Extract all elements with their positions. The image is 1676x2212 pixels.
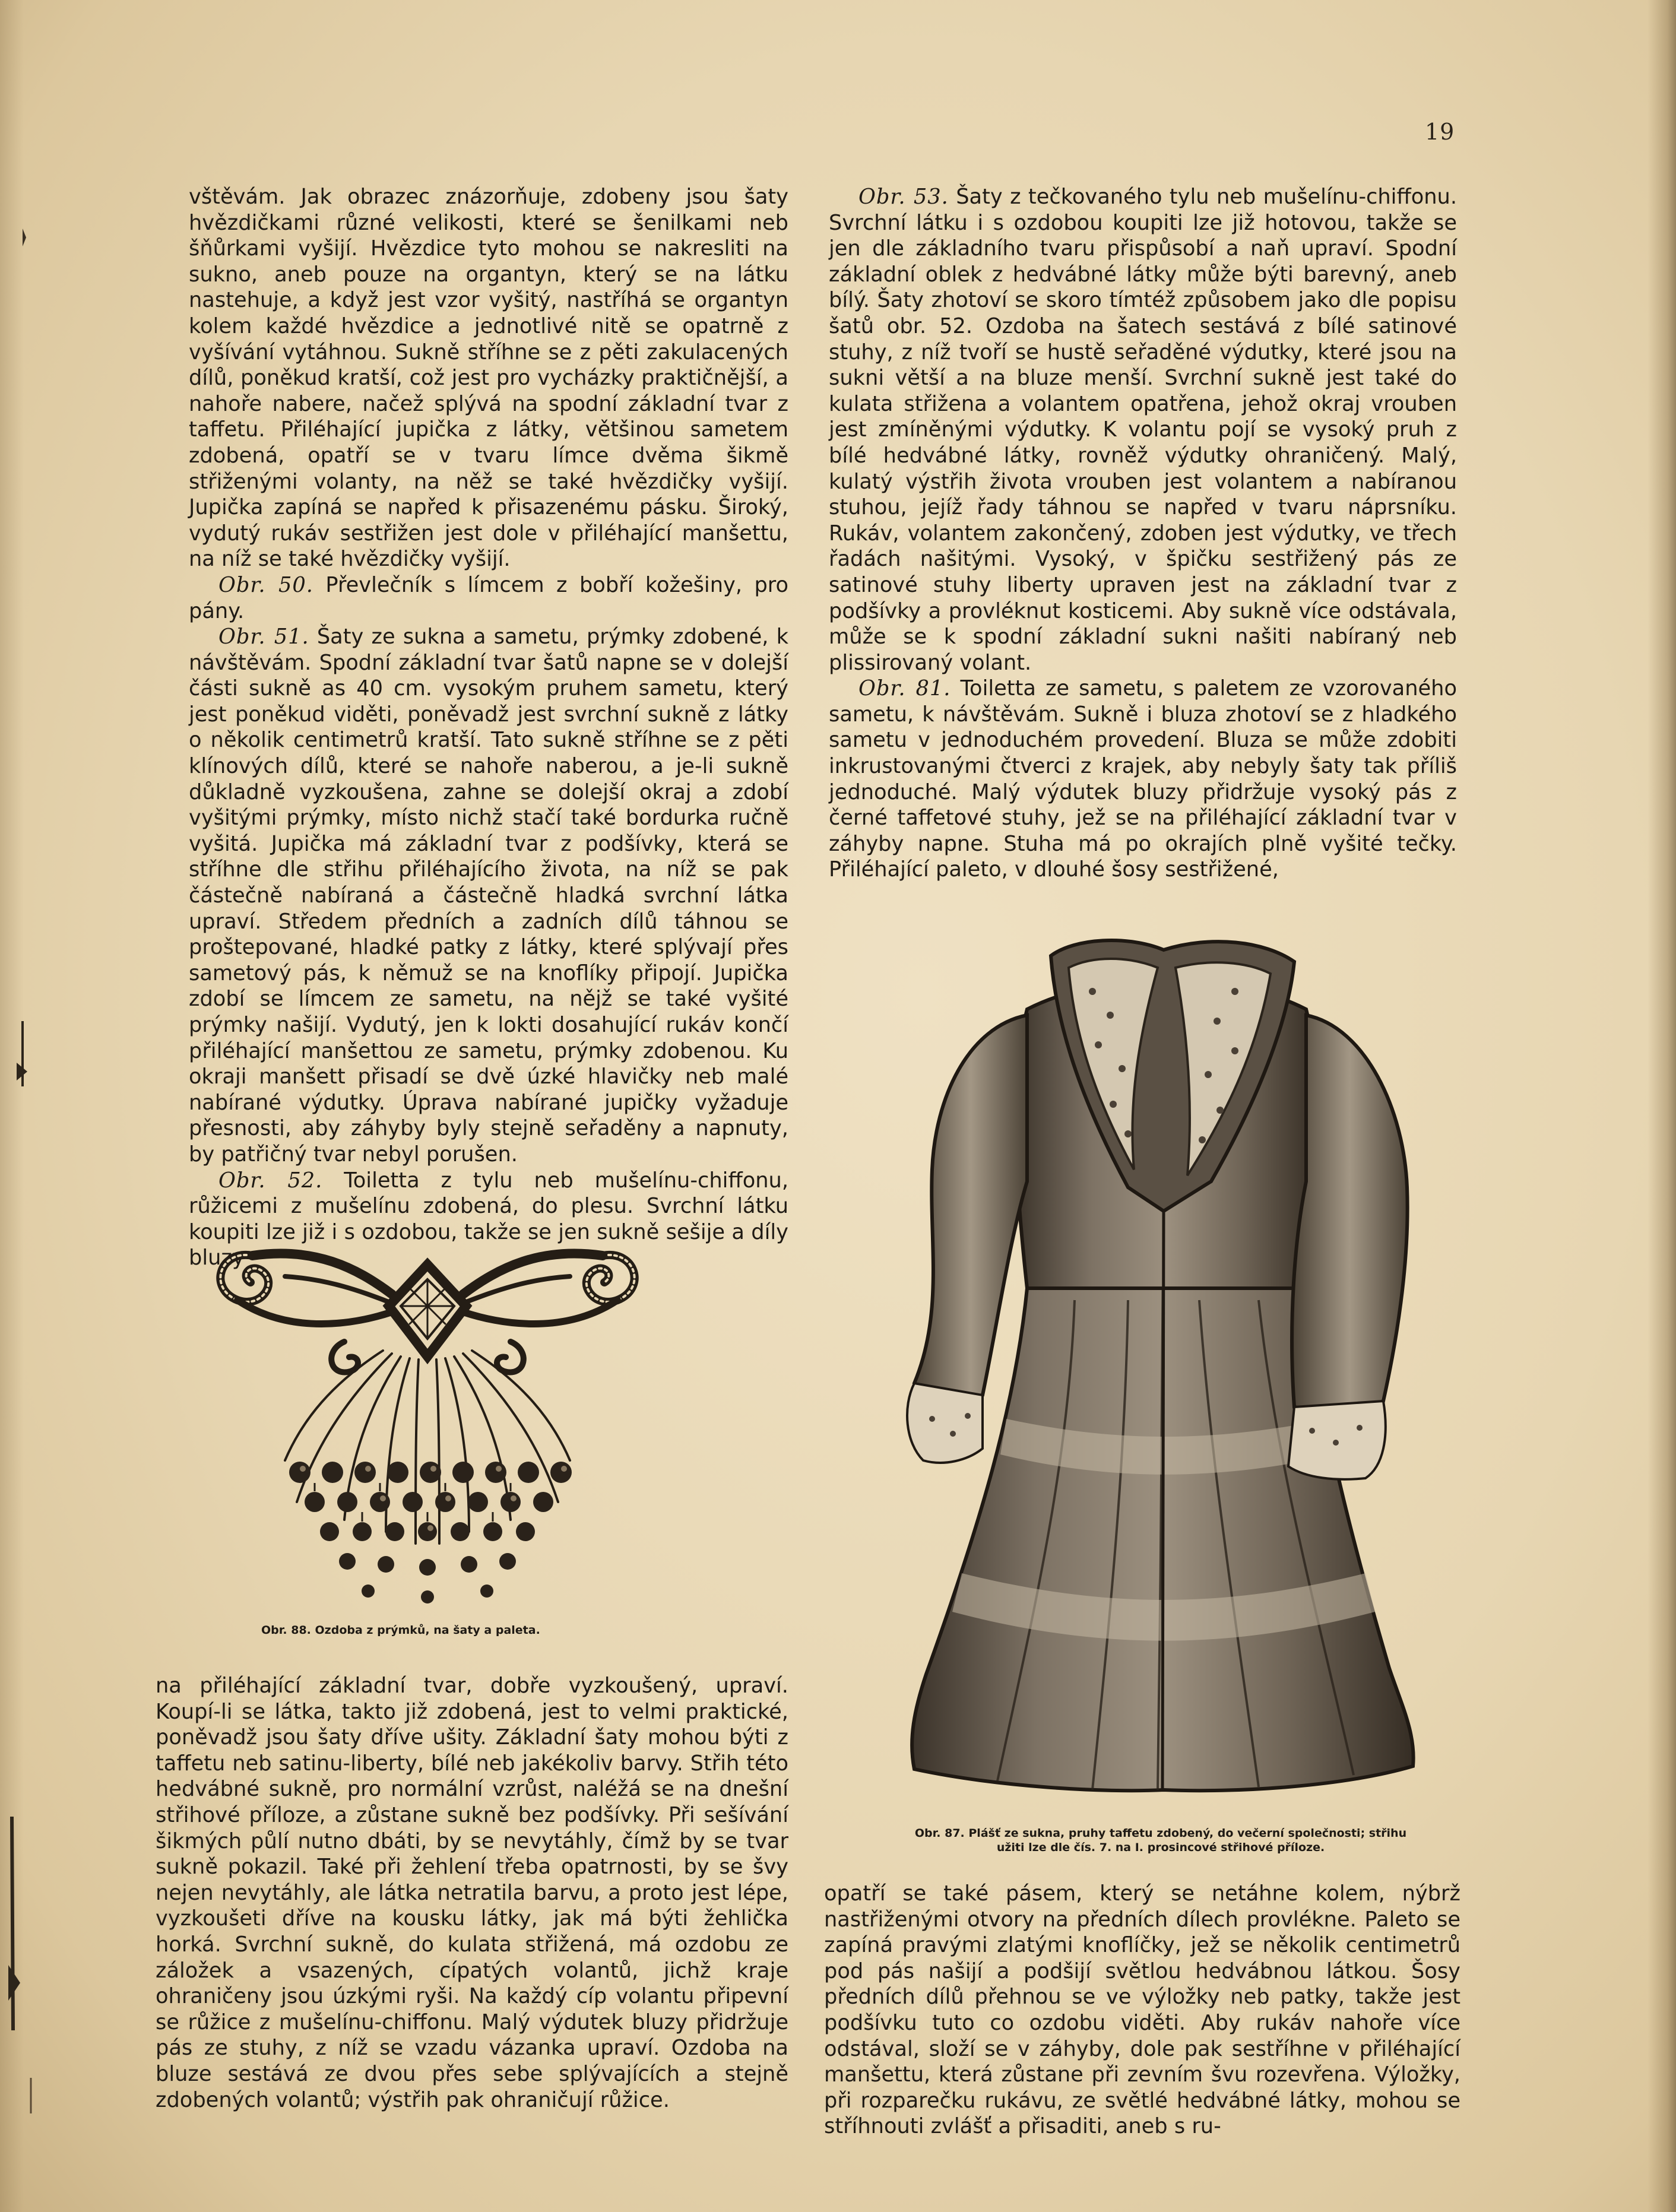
left-column-bottom	[156, 1673, 788, 2113]
coat-illustration	[879, 932, 1449, 1805]
figure-reference: Obr. 53.	[858, 185, 949, 209]
page-edge-right	[1648, 0, 1676, 2212]
paragraph-continued: opatří se také pásem, který se netáhne kolem, nýbrž nastřiženými otvory na předních dílech provlékne. Paleto se zapíná pravými zlatými knoflíčky, jež se několik centimetrů pod pás našijí a podšijí světlou hedvábnou látkou. Šosy předních dílů přehnou se ve výložky neb patky, takže jest podšívku tuto co ozdobu viděti. Aby rukáv nahoře více odstával, složí se v záhyby, dole pak sestříhne v přiléhající manšettu, která zůstane při zevním švu rozevřena. Výložky, při rozparečku rukávu, ze světlé hedvábné látky, mohou se stříhnouti zvlášť a přisaditi, aneb s ru-	[824, 1881, 1460, 2139]
paragraph-continued	[189, 184, 788, 572]
figure-reference: Obr. 52.	[218, 1168, 323, 1193]
paragraph-text: Toiletta ze sametu, s paletem ze vzorovaného sametu, k návštěvám. Sukně i bluza zhotoví se z hladkého sametu v jednoduchém provedení. Bluza se může zdobiti inkrustovanými čtverci z krajek, aby nebyly šaty tak příliš jednoduché. Malý výdutek bluzy přidržuje vysoký pás z černé taffetové stuhy, jež se na přiléhající základní tvar v záhyby napne. Stuha má po okrajích plně vyšité tečky. Přiléhající paleto, v dlouhé šosy sestřižené,	[829, 676, 1458, 882]
right-column-top	[829, 184, 1457, 883]
paragraph-obr-81	[829, 676, 1457, 883]
coat-caption-line-1: Obr. 87. Plášť ze sukna, pruhy taffetu zdobený, do večerní společnosti; střihu	[914, 1827, 1407, 1840]
paragraph-text: vštěvám. Jak obrazec znázorňuje, zdobeny jsou šaty hvězdičkami různé velikosti, které se šenilkami neb šňůrkami vyšijí. Hvězdice tyto mohou se nakresliti na sukno, aneb pouze na organtyn, který se na látku nastehuje, a když jest vzor vyšitý, nastříhá se organtyn kolem každé hvězdice a jednotlivé nitě se opatrně z vyšívání vytáhnou. Sukně stříhne se z pěti zakulacených dílů, poněkud kratší, což jest pro vycházky praktičnější, a nahoře nabere, načež splývá na spodní základní tvar z taffetu. Přiléhající jupička z látky, většinou sametem zdobená, opatří se v tvaru límce dvěma šikmě střiženými volanty, na něž se také hvězdičky vyšijí. Jupička zapíná se napřed k přisazenému pásku. Široký, vydutý rukáv sestřižen jest dole v přiléhající manšettu, na níž se také hvězdičky vyšijí.	[189, 185, 788, 572]
paragraph-continued: na přiléhající základní tvar, dobře vyzkoušený, upraví. Koupí-li se látka, takto již zdobená, jest to velmi praktické, poněvadž jsou šaty dříve ušity. Základní šaty mohou býti z taffetu neb satinu-liberty, bílé neb jakékoliv barvy. Střih této hedvábné sukně, pro normální vzrůst, naléžá se na dnešní střihové příloze, a zůstane sukně bez podšívky. Při sešívání šikmých půlí nutno dbáti, by se nevytáhly, čímž by se tvar sukně pokazil. Také při žehlení třeba opatrnosti, by se švy nejen nevytáhly, ale látka netratila barvu, a proto jest lépe, vyzkoušeti dříve na kousku látky, jak má býti žehlička horká. Svrchní sukně, do kulata střižená, má ozdobu ze záložek a vsazených, cípatých volantů, jichž kraje ohraničeny jsou úzkými ryši. Na každý cíp volantu připevní se růžice z mušelínu-chiffonu. Malý výdutek bluzy přidržuje pás ze stuhy, z níž se vzadu vázanka upraví. Ozdoba na bluze sestává ze dvou přes sebe splývajících a stejně zdobených volantů; výstřih pak ohraničují růžice.	[156, 1674, 788, 2112]
paragraph-obr-50	[189, 572, 788, 624]
ornament-caption: Obr. 88. Ozdoba z prýmků, na šaty a paleta.	[261, 1624, 540, 1637]
ornament-illustration	[196, 1223, 659, 1627]
right-column-bottom	[824, 1881, 1460, 2140]
paragraph-text: Šaty ze sukna a sametu, prýmky zdobené, k návštěvám. Spodní základní tvar šatů napne se v dolejší části sukně as 40 cm. vysokým pruhem sametu, který jest poněkud viděti, poněvadž jest svrchní sukně z látky o několik centimetrů kratší. Tato sukně stříhne se z pěti klínových dílů, které se nahoře naberou, a je-li sukně důkladně vyzkoušena, zahne se dolejší okraj a zdobí vyšitými prýmky, místo nichž stačí také bordurka ručně vyšitá. Jupička má základní tvar z podšívky, která se stříhne dle střihu přiléhajícího života, na níž se pak částečně nabíraná a částečně hladká svrchní látka upraví. Středem předních a zadních dílů táhnou se proštepované, hladké patky z látky, které splývají přes sametový pás, k němuž se na knoflíky připojí. Jupička zdobí se límcem ze sametu, na nějž se také vyšité prýmky našijí. Vydutý, jen k lokti dosahující rukáv končí přiléhající manšettou ze sametu, prýmky zdobenou. Ku okraji manšett přisadí se dvě úzké hlavičky neb malé nabírané výdutky. Úprava nabírané jupičky vyžaduje přesnosti, aby záhyby byly stejně seřaděny a napnuty, by patřičný tvar nebyl porušen.	[189, 625, 788, 1167]
figure-reference: Obr. 50.	[218, 572, 313, 597]
paragraph-obr-53	[829, 184, 1457, 676]
paragraph-obr-51	[189, 624, 788, 1167]
figure-reference: Obr. 51.	[218, 625, 309, 649]
binding-margin-marks	[0, 0, 36, 2212]
figure-reference: Obr. 81.	[858, 676, 951, 701]
coat-caption-line-2: užiti lze dle čís. 7. na I. prosincové střihové příloze.	[996, 1841, 1325, 1854]
paragraph-text: Převlečník s límcem z bobří kožešiny, pro pány.	[189, 572, 789, 623]
page-number: 19	[1425, 119, 1455, 145]
left-column-top	[189, 184, 788, 1271]
paragraph-text: Toiletta z tylu neb mušelínu-chiffonu, růžicemi z mušelínu zdobená, do plesu. Svrchní látku koupiti lze již i s ozdobou, takže se jen sukně sešije a díly bluzy	[189, 1168, 789, 1270]
paragraph-text: Šaty z tečkovaného tylu neb mušelínu-chiffonu. Svrchní látku i s ozdobou koupiti lze již hotovou, takže se jen dle základního tvaru přispůsobí a naň upraví. Spodní základní oblek z hedvábné látky může býti barevný, aneb bílý. Šaty zhotoví se skoro tímtéž způsobem jako dle popisu šatů obr. 52. Ozdoba na šatech sestává z bílé satinové stuhy, z níž tvoří se hustě seřaděné výdutky, které jsou na sukni větší a na bluze menší. Svrchní sukně jest také do kulata střižena a volantem opatřena, jehož okraj vrouben jest zmíněnými výdutky. K volantu pojí se vysoký pruh z bílé hedvábné látky, rovněž výdutky ohraničený. Malý, kulatý výstřih života vrouben jest volantem a nabíranou stuhou, jejíž řady táhnou se napřed v tvaru náprsníku. Rukáv, volantem zakončený, zdoben jest výdutky, ve třech řadách našitými. Vysoký, v špičku sestřižený pás ze satinové stuhy liberty upraven jest na základní tvar z podšívky a provléknut kosticemi. Aby sukně více odstávala, může se k spodní základní sukni našiti nabíraný neb plissirovaný volant.	[829, 185, 1458, 675]
